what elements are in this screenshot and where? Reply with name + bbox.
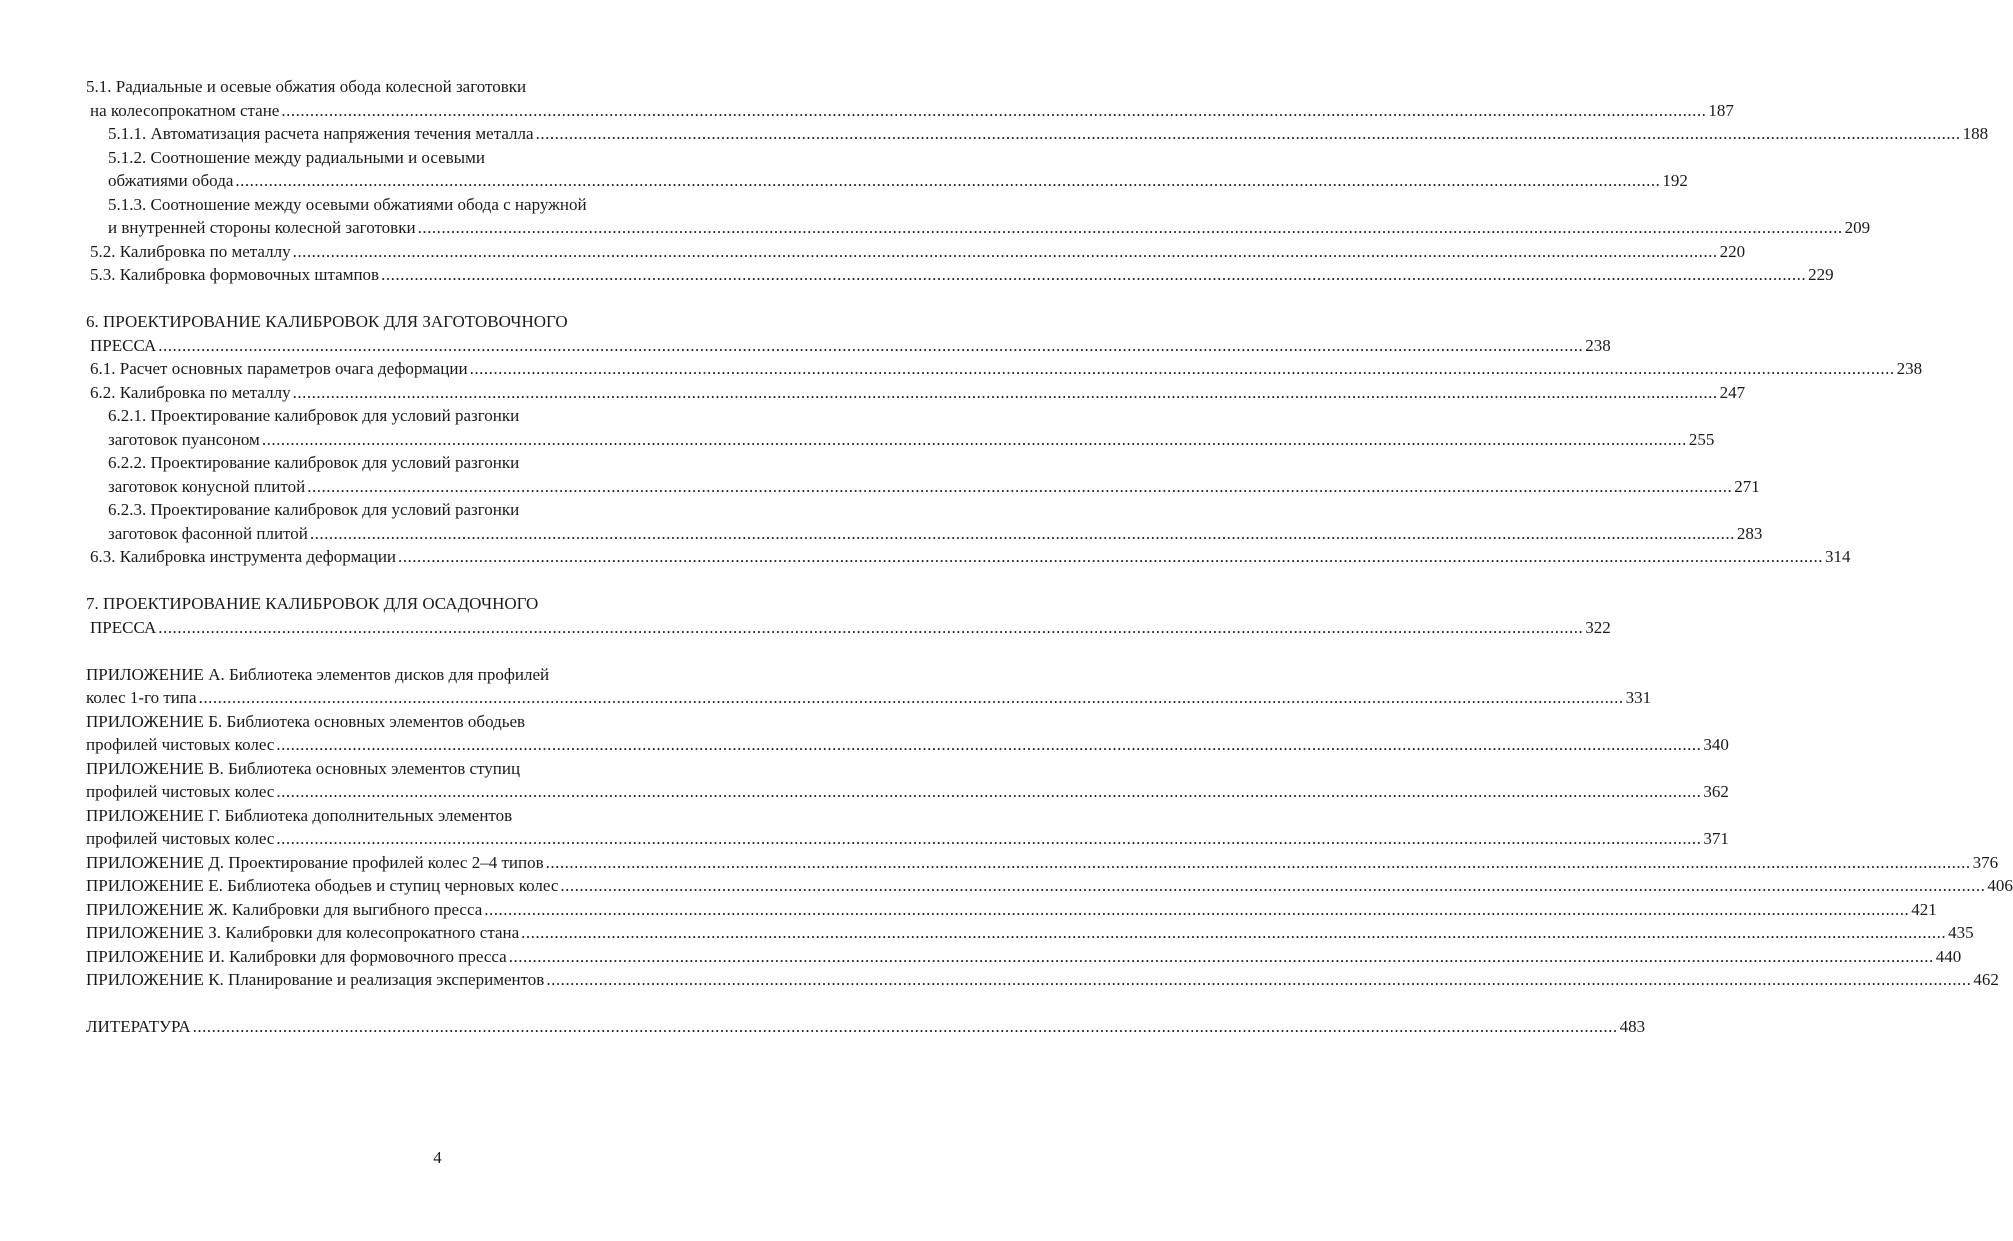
toc-entry [86, 733, 1729, 757]
toc-entry-title: ПРИЛОЖЕНИЕ Д. Проектирование профилей колес 2–4 типов [86, 852, 544, 872]
section-gap [86, 569, 778, 593]
toc-heading-line: 6.2.2. Проектирование калибровок для условий разгонки [108, 453, 520, 472]
toc-entry [86, 216, 1871, 240]
toc-entry-page: 271 [1734, 476, 1760, 496]
toc-entry [86, 428, 1715, 452]
toc-entry-title: профилей чистовых колес [86, 829, 275, 848]
toc-entry [86, 475, 1760, 499]
toc-entry-title: 5.3. Калибровка формовочных штампов [90, 265, 380, 284]
toc-heading-line: ПРИЛОЖЕНИЕ Б. Библиотека основных элементов ободьев [86, 711, 526, 731]
toc-entry [86, 945, 1962, 969]
toc-heading-line: ПРИЛОЖЕНИЕ Г. Библиотека дополнительных элементов [86, 805, 513, 825]
toc-entry [86, 381, 1746, 405]
dot-leader: ............................................................................................................................................................................................................................................................................................................ [521, 923, 1947, 942]
toc-entry [86, 169, 1688, 193]
dot-leader: ............................................................................................................................................................................................................................................................................................................ [535, 124, 1961, 143]
dot-leader: ............................................................................................................................................................................................................................................................................................................ [158, 617, 1584, 637]
dot-leader: ............................................................................................................................................................................................................................................................................................................ [309, 523, 1735, 543]
toc-entry-title: ПРИЛОЖЕНИЕ Е. Библиотека ободьев и ступиц черновых колес [86, 876, 559, 895]
toc-entry-page: 229 [1808, 265, 1834, 284]
toc-entry [86, 921, 1974, 945]
dot-leader: ............................................................................................................................................................................................................................................................................................................ [560, 876, 1986, 895]
toc-entry [86, 122, 1989, 146]
toc-entry [86, 357, 1923, 381]
dot-leader: ............................................................................................................................................................................................................................................................................................................ [508, 946, 1934, 966]
toc-entry-title: ПРЕССА [90, 617, 157, 637]
toc-heading-line: 7. ПРОЕКТИРОВАНИЕ КАЛИБРОВОК ДЛЯ ОСАДОЧНОГО [86, 594, 539, 613]
toc-entry-page: 283 [1736, 523, 1763, 543]
toc-heading-line: 5.1.2. Соотношение между радиальными и осевыми [108, 147, 485, 167]
section-gap [86, 639, 778, 663]
dot-leader: ............................................................................................................................................................................................................................................................................................................ [276, 829, 1702, 848]
toc-entry-page: 462 [1973, 970, 1999, 989]
toc-entry-page: 440 [1935, 946, 1962, 966]
toc-entry-page: 255 [1688, 429, 1715, 449]
toc-heading-line: 6.2.3. Проектирование калибровок для условий разгонки [108, 500, 520, 519]
toc-entry-title: 6.2. Калибровка по металлу [90, 382, 291, 402]
toc-heading-line: ПРИЛОЖЕНИЕ В. Библиотека основных элементов ступиц [86, 758, 521, 778]
dot-leader: ............................................................................................................................................................................................................................................................................................................ [398, 547, 1824, 566]
toc-entry [86, 545, 1851, 569]
dot-leader: ............................................................................................................................................................................................................................................................................................................ [292, 382, 1718, 402]
dot-leader: ............................................................................................................................................................................................................................................................................................................ [292, 241, 1718, 261]
toc-entry-title: ЛИТЕРАТУРА [86, 1017, 191, 1036]
toc-entry-title: ПРЕССА [90, 335, 157, 355]
dot-leader: ............................................................................................................................................................................................................................................................................................................ [276, 782, 1702, 801]
toc-entry-page: 322 [1585, 617, 1611, 637]
toc-heading-line: 6. ПРОЕКТИРОВАНИЕ КАЛИБРОВОК ДЛЯ ЗАГОТОВОЧНОГО [86, 312, 568, 331]
toc-entry [86, 616, 1611, 640]
toc-entry-title: ПРИЛОЖЕНИЕ К. Планирование и реализация экспериментов [86, 970, 545, 989]
toc-entry-title: 6.1. Расчет основных параметров очага деформации [90, 359, 468, 378]
dot-leader: ............................................................................................................................................................................................................................................................................................................ [198, 688, 1624, 707]
toc-entry-title: обжатиями обода [108, 171, 234, 190]
toc-heading-line: 5.1. Радиальные и осевые обжатия обода колесной заготовки [86, 77, 527, 96]
toc-entry-title: заготовок фасонной плитой [108, 523, 308, 543]
page-number: 4 [433, 1148, 442, 1167]
toc-entry [86, 874, 2013, 898]
toc-entry-page: 406 [1987, 876, 2013, 895]
toc-entry-page: 331 [1625, 688, 1652, 707]
toc-entry [86, 240, 1746, 264]
toc-entry-title: ПРИЛОЖЕНИЕ И. Калибровки для формовочного пресса [86, 946, 507, 966]
toc-entry-page: 314 [1825, 547, 1851, 566]
dot-leader: ............................................................................................................................................................................................................................................................................................................ [235, 171, 1661, 190]
dot-leader: ............................................................................................................................................................................................................................................................................................................ [276, 735, 1702, 754]
toc-entry-page: 192 [1662, 171, 1688, 190]
toc-entry-page: 376 [1972, 852, 1999, 872]
toc-heading-line: ПРИЛОЖЕНИЕ А. Библиотека элементов дисков для профилей [86, 664, 550, 684]
toc-entry-page: 187 [1708, 100, 1734, 120]
toc-entry [86, 99, 1734, 123]
toc-entry-page: 435 [1948, 923, 1974, 942]
toc-entry [86, 334, 1611, 358]
dot-leader: ............................................................................................................................................................................................................................................................................................................ [545, 852, 1971, 872]
dot-leader: ............................................................................................................................................................................................................................................................................................................ [381, 265, 1807, 284]
toc-entry-title: 5.1.1. Автоматизация расчета напряжения течения металла [108, 124, 534, 143]
toc-entry [86, 968, 1999, 992]
toc-entry-page: 483 [1619, 1017, 1646, 1036]
toc-entry [86, 522, 1763, 546]
toc-entry-title: 6.3. Калибровка инструмента деформации [90, 547, 397, 566]
dot-leader: ............................................................................................................................................................................................................................................................................................................ [261, 429, 1687, 449]
section-gap [86, 992, 778, 1016]
toc-entry-page: 247 [1719, 382, 1746, 402]
toc-entry [86, 780, 1729, 804]
dot-leader: ............................................................................................................................................................................................................................................................................................................ [417, 218, 1843, 237]
toc-entry-title: заготовок конусной плитой [108, 476, 306, 496]
dot-leader: ............................................................................................................................................................................................................................................................................................................ [307, 476, 1733, 496]
dot-leader: ............................................................................................................................................................................................................................................................................................................ [546, 970, 1972, 989]
dot-leader: ............................................................................................................................................................................................................................................................................................................ [158, 335, 1584, 355]
toc-entry-page: 371 [1703, 829, 1729, 848]
toc-entry-page: 220 [1719, 241, 1746, 261]
toc-entry-title: ПРИЛОЖЕНИЕ З. Калибровки для колесопрокатного стана [86, 923, 520, 942]
section-gap [86, 287, 778, 311]
dot-leader: ............................................................................................................................................................................................................................................................................................................ [192, 1017, 1618, 1036]
toc-entry [86, 263, 1834, 287]
toc-entry [86, 851, 1999, 875]
dot-leader: ............................................................................................................................................................................................................................................................................................................ [469, 359, 1895, 378]
toc-entry-page: 421 [1911, 899, 1937, 919]
toc-entry-title: 5.2. Калибровка по металлу [90, 241, 291, 261]
toc-entry-title: на колесопрокатном стане [90, 100, 280, 120]
toc-entry-title: ПРИЛОЖЕНИЕ Ж. Калибровки для выгибного пресса [86, 899, 483, 919]
dot-leader: ............................................................................................................................................................................................................................................................................................................ [484, 899, 1910, 919]
table-of-contents [86, 75, 2013, 1039]
toc-entry-title: профилей чистовых колес [86, 735, 275, 754]
toc-entry [86, 1015, 1646, 1039]
toc-entry-page: 362 [1703, 782, 1729, 801]
toc-entry-page: 340 [1703, 735, 1729, 754]
toc-entry-title: и внутренней стороны колесной заготовки [108, 218, 416, 237]
toc-entry-page: 238 [1585, 335, 1611, 355]
dot-leader: ............................................................................................................................................................................................................................................................................................................ [281, 100, 1707, 120]
toc-heading-line: 5.1.3. Соотношение между осевыми обжатиями обода с наружной [108, 194, 587, 214]
toc-entry-page: 238 [1896, 359, 1923, 378]
toc-entry-title: колес 1-го типа [86, 688, 197, 707]
toc-entry [86, 898, 1937, 922]
toc-entry-title: заготовок пуансоном [108, 429, 260, 449]
toc-entry [86, 686, 1652, 710]
toc-entry [86, 827, 1729, 851]
toc-entry-page: 188 [1962, 124, 1989, 143]
toc-heading-line: 6.2.1. Проектирование калибровок для условий разгонки [108, 406, 520, 425]
toc-entry-title: профилей чистовых колес [86, 782, 275, 801]
toc-entry-page: 209 [1844, 218, 1871, 237]
